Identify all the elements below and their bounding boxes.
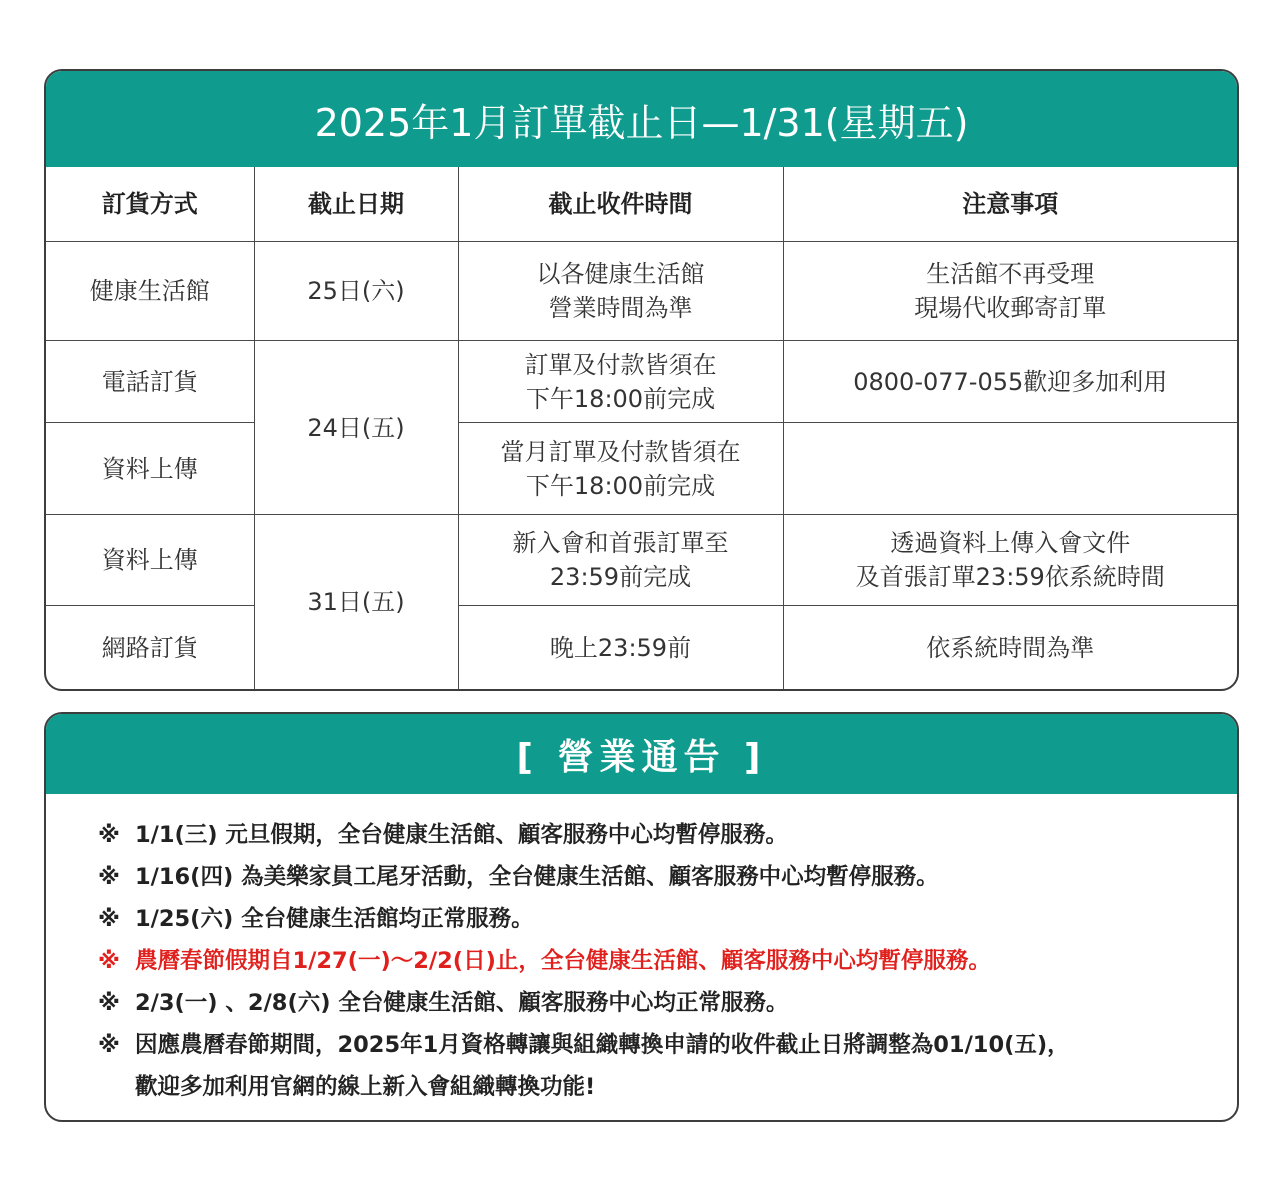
note-cell (783, 341, 1237, 423)
reference-mark: ※ (98, 864, 120, 890)
note-cell (783, 242, 1237, 341)
notice-text: 因應農曆春節期間，2025年1月資格轉讓與組織轉換申請的收件截止日將調整為01/10(五)， (135, 1032, 1070, 1058)
date-cell: 25日(六) (254, 242, 458, 341)
reference-mark: ※ (98, 990, 120, 1016)
note-cell: 依系統時間為準 (783, 606, 1237, 690)
date-cell: 31日(五) (254, 515, 458, 690)
notice-text: 1/25(六) 全台健康生活館均正常服務。 (135, 906, 534, 932)
notice-item (98, 898, 1237, 940)
note-line: 現場代收郵寄訂單 (914, 294, 1107, 322)
header-time: 截止收件時間 (458, 167, 783, 242)
notice-item (98, 856, 1237, 898)
time-line: 下午18:00前完成 (525, 471, 716, 500)
note-cell (783, 423, 1237, 515)
table-row (46, 515, 1237, 606)
table-row (46, 242, 1237, 341)
time-line: 以各健康生活館 (536, 260, 705, 288)
method-cell: 資料上傳 (46, 423, 254, 515)
notice-item (98, 1024, 1237, 1066)
deadline-table (46, 167, 1237, 690)
reference-mark: ※ (98, 948, 120, 974)
note-cell (783, 515, 1237, 606)
method-cell: 健康生活館 (46, 242, 254, 341)
time-cell (458, 423, 783, 515)
notice-text: 1/16(四) 為美樂家員工尾牙活動，全台健康生活館、顧客服務中心均暫停服務。 (135, 864, 939, 890)
note-line: 及首張訂單23:59依系統時間 (855, 563, 1165, 591)
header-note: 注意事項 (783, 167, 1237, 242)
time-line: 下午18:00前完成 (525, 384, 716, 413)
note-line: 透過資料上傳入會文件 (890, 529, 1131, 557)
note-line: 生活館不再受理 (926, 260, 1095, 288)
time-line: 訂單及付款皆須在 (524, 350, 717, 379)
notice-text: 1/1(三) 元旦假期，全台健康生活館、顧客服務中心均暫停服務。 (135, 822, 788, 848)
reference-mark: ※ (98, 906, 120, 932)
time-cell: 晚上23:59前 (458, 606, 783, 690)
notice-continuation: 歡迎多加利用官網的線上新入會組織轉換功能! (135, 1074, 596, 1100)
time-line: 營業時間為準 (548, 294, 693, 322)
table-row (46, 606, 1237, 690)
method-cell: 網路訂貨 (46, 606, 254, 690)
time-cell (458, 242, 783, 341)
notice-text: 2/3(一) 、2/8(六) 全台健康生活館、顧客服務中心均正常服務。 (135, 990, 789, 1016)
header-method: 訂貨方式 (46, 167, 254, 242)
time-cell (458, 341, 783, 423)
notice-card (44, 712, 1239, 1122)
note-line: 0800-077-055歡迎多加利用 (853, 367, 1168, 396)
reference-mark: ※ (98, 1032, 120, 1058)
notice-item (98, 982, 1237, 1024)
table-row (46, 341, 1237, 423)
notice-item-highlight (98, 940, 1237, 982)
table-header-row (46, 167, 1237, 242)
reference-mark: ※ (98, 822, 120, 848)
deadline-title: 2025年1月訂單截止日—1/31(星期五) (46, 71, 1237, 167)
notice-title: [ 營業通告 ] (46, 714, 1237, 794)
notice-item (98, 814, 1237, 856)
time-line: 當月訂單及付款皆須在 (500, 437, 741, 466)
notice-text: 農曆春節假期自1/27(一)～2/2(日)止，全台健康生活館、顧客服務中心均暫停服務。 (135, 948, 991, 974)
date-cell: 24日(五) (254, 341, 458, 515)
method-cell: 資料上傳 (46, 515, 254, 606)
notice-list (46, 794, 1237, 1108)
deadline-card (44, 69, 1239, 691)
time-line: 23:59前完成 (549, 563, 692, 591)
time-cell (458, 515, 783, 606)
time-line: 新入會和首張訂單至 (512, 529, 729, 557)
method-cell: 電話訂貨 (46, 341, 254, 423)
header-date: 截止日期 (254, 167, 458, 242)
table-row (46, 423, 1237, 515)
